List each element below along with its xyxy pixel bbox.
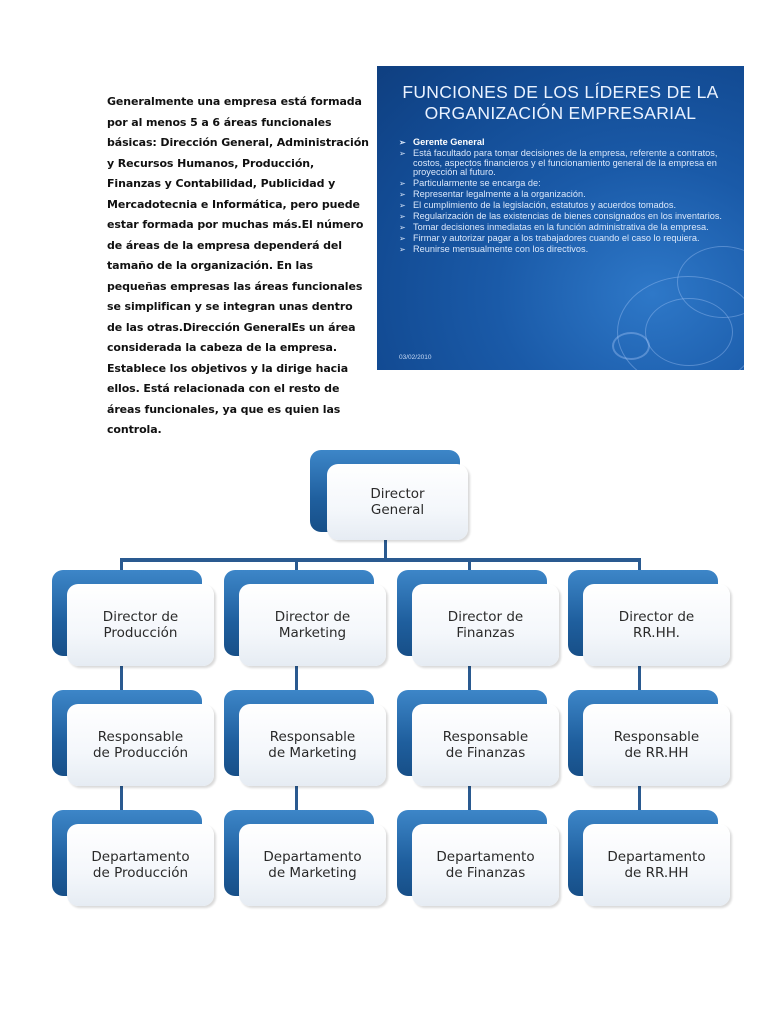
node-responsable-rrhh: Responsable de RR.HH bbox=[568, 690, 730, 786]
arrow-bullet-icon: ➢ bbox=[399, 190, 406, 200]
arrow-bullet-icon: ➢ bbox=[399, 223, 406, 233]
arrow-bullet-icon: ➢ bbox=[399, 138, 406, 147]
arrow-bullet-icon: ➢ bbox=[399, 234, 406, 244]
slide-date: 03/02/2010 bbox=[399, 354, 432, 361]
arrow-bullet-icon: ➢ bbox=[399, 201, 406, 211]
decorative-swirl bbox=[612, 332, 650, 360]
slide-image bbox=[377, 66, 744, 370]
intro-paragraph: Generalmente una empresa está formada por al menos 5 a 6 áreas funcionales básicas: Dirección General, Administración y Recursos Humanos, Producción, Finanzas y Contabilidad, Publicidad y Mercadotecnia e Informática, pero puede estar formada por muchas más.El número de áreas de la empresa dependerá del tamaño de la organización. En las pequeñas empresas las áreas funcionales se simplifican y se integran unas dentro de las otras.Dirección GeneralEs un área considerada la cabeza de la empresa. Establece los objetivos y la dirige hacia ellos. Está relacionada con el resto de áreas funcionales, ya que es quien las controla. bbox=[107, 95, 369, 436]
node-departamento-rrhh: Departamento de RR.HH bbox=[568, 810, 730, 906]
node-responsable-produccion: Responsable de Producción bbox=[52, 690, 214, 786]
node-departamento-marketing: Departamento de Marketing bbox=[224, 810, 386, 906]
node-responsable-marketing: Responsable de Marketing bbox=[224, 690, 386, 786]
connector-line bbox=[384, 540, 387, 560]
node-responsable-finanzas: Responsable de Finanzas bbox=[397, 690, 559, 786]
node-director-finanzas: Director de Finanzas bbox=[397, 570, 559, 666]
slide-bullet: ➢ El cumplimiento de la legislación, estatutos y acuerdos tomados. bbox=[399, 200, 677, 211]
node-departamento-produccion: Departamento de Producción bbox=[52, 810, 214, 906]
slide-bullet: ➢ Representar legalmente a la organización. bbox=[399, 189, 586, 200]
org-chart bbox=[0, 440, 768, 920]
node-director-rrhh: Director de RR.HH. bbox=[568, 570, 730, 666]
slide-bullet: ➢ Firmar y autorizar pagar a los trabajadores cuando el caso lo requiera. bbox=[399, 233, 700, 244]
arrow-bullet-icon: ➢ bbox=[399, 179, 406, 189]
slide-bullet: ➢ Gerente General bbox=[399, 137, 485, 147]
node-director-produccion: Director de Producción bbox=[52, 570, 214, 666]
arrow-bullet-icon: ➢ bbox=[399, 148, 406, 158]
slide-bullet: ➢ Reunirse mensualmente con los directivos. bbox=[399, 244, 589, 255]
slide-bullet: ➢ Regularización de las existencias de bienes consignados en los inventarios. bbox=[399, 211, 722, 222]
arrow-bullet-icon: ➢ bbox=[399, 212, 406, 222]
slide-bullet-list bbox=[399, 138, 734, 256]
slide-bullet: ➢ Está facultado para tomar decisiones de la empresa, referente a contratos, costos, aspectos financieros y el funcionamiento general de la empresa en proyección al futuro. bbox=[399, 147, 718, 178]
slide-title: FUNCIONES DE LOS LÍDERES DE LA ORGANIZACIÓN EMPRESARIAL bbox=[402, 82, 719, 123]
slide-bullet: ➢ Particularmente se encarga de: bbox=[399, 178, 541, 189]
arrow-bullet-icon: ➢ bbox=[399, 245, 406, 255]
node-departamento-finanzas: Departamento de Finanzas bbox=[397, 810, 559, 906]
node-director-marketing: Director de Marketing bbox=[224, 570, 386, 666]
slide-bullet: ➢ Tomar decisiones inmediatas en la función administrativa de la empresa. bbox=[399, 222, 709, 233]
connector-line bbox=[120, 558, 640, 562]
node-director-general: Director General bbox=[310, 450, 470, 540]
